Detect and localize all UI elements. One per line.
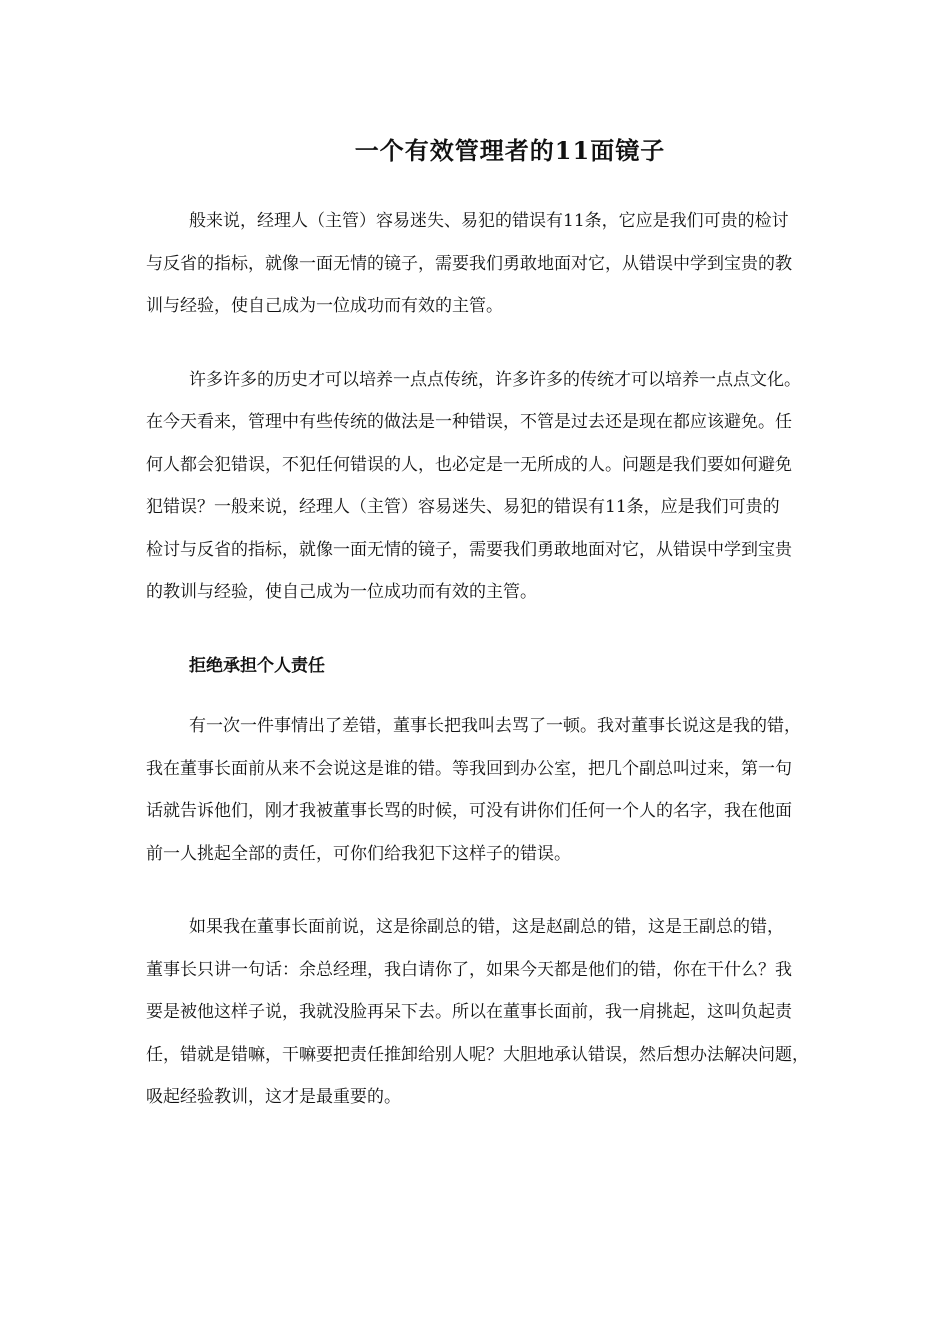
paragraph-line: 前一人挑起全部的责任，可你们给我犯下这样子的错误。 [146,843,571,864]
paragraph-line: 训与经验，使自己成为一位成功而有效的主管。 [146,296,503,316]
history-paragraph [146,359,882,614]
paragraph-line: 要是被他这样子说，我就没脸再呆下去。所以在董事长面前，我一肩挑起，这叫负起责 [146,1002,792,1022]
paragraph-line: 董事长只讲一句话：余总经理，我白请你了，如果今天都是他们的错，你在干什么？我 [146,959,792,980]
paragraph-line: 检讨与反省的指标，就像一面无情的镜子，需要我们勇敢地面对它，从错误中学到宝贵 [146,539,792,560]
paragraph-line: 在今天看来，管理中有些传统的做法是一种错误，不管是过去还是现在都应该避免。任 [146,412,792,432]
paragraph-line: 有一次一件事情出了差错，董事长把我叫去骂了一顿。我对董事长说这是我的错， [189,716,801,736]
paragraph-line: 吸起经验教训，这才是最重要的。 [146,1087,401,1107]
intro-paragraph [146,200,882,328]
paragraph-line: 何人都会犯错误，不犯任何错误的人，也必定是一无所成的人。问题是我们要如何避免 [146,454,792,475]
section-heading: 拒绝承担个人责任 [189,655,325,676]
paragraph-line: 任，错就是错嘛，干嘛要把责任推卸给别人呢？大胆地承认错误，然后想办法解决问题， [146,1044,809,1065]
paragraph-line: 般来说，经理人（主管）容易迷失、易犯的错误有11条，它应是我们可贵的检讨 [189,211,789,231]
section-paragraph [146,705,882,875]
paragraph-line: 如果我在董事长面前说，这是徐副总的错，这是赵副总的错，这是王副总的错， [189,917,784,937]
paragraph-line: 的教训与经验，使自己成为一位成功而有效的主管。 [146,582,537,602]
paragraph-line: 许多许多的历史才可以培养一点点传统，许多许多的传统才可以培养一点点文化。 [189,369,801,390]
document-title: 一个有效管理者的11面镜子 [354,136,666,166]
paragraph-line: 话就告诉他们，刚才我被董事长骂的时候，可没有讲你们任何一个人的名字，我在他面 [146,801,792,821]
paragraph-line: 与反省的指标，就像一面无情的镜子，需要我们勇敢地面对它，从错误中学到宝贵的教 [146,253,792,274]
document-body [146,200,882,1150]
paragraph-line: 犯错误？一般来说，经理人（主管）容易迷失、易犯的错误有11条，应是我们可贵的 [146,497,780,517]
paragraph-line: 我在董事长面前从来不会说这是谁的错。等我回到办公室，把几个副总叫过来，第一句 [146,758,792,779]
section-paragraph [146,906,882,1119]
